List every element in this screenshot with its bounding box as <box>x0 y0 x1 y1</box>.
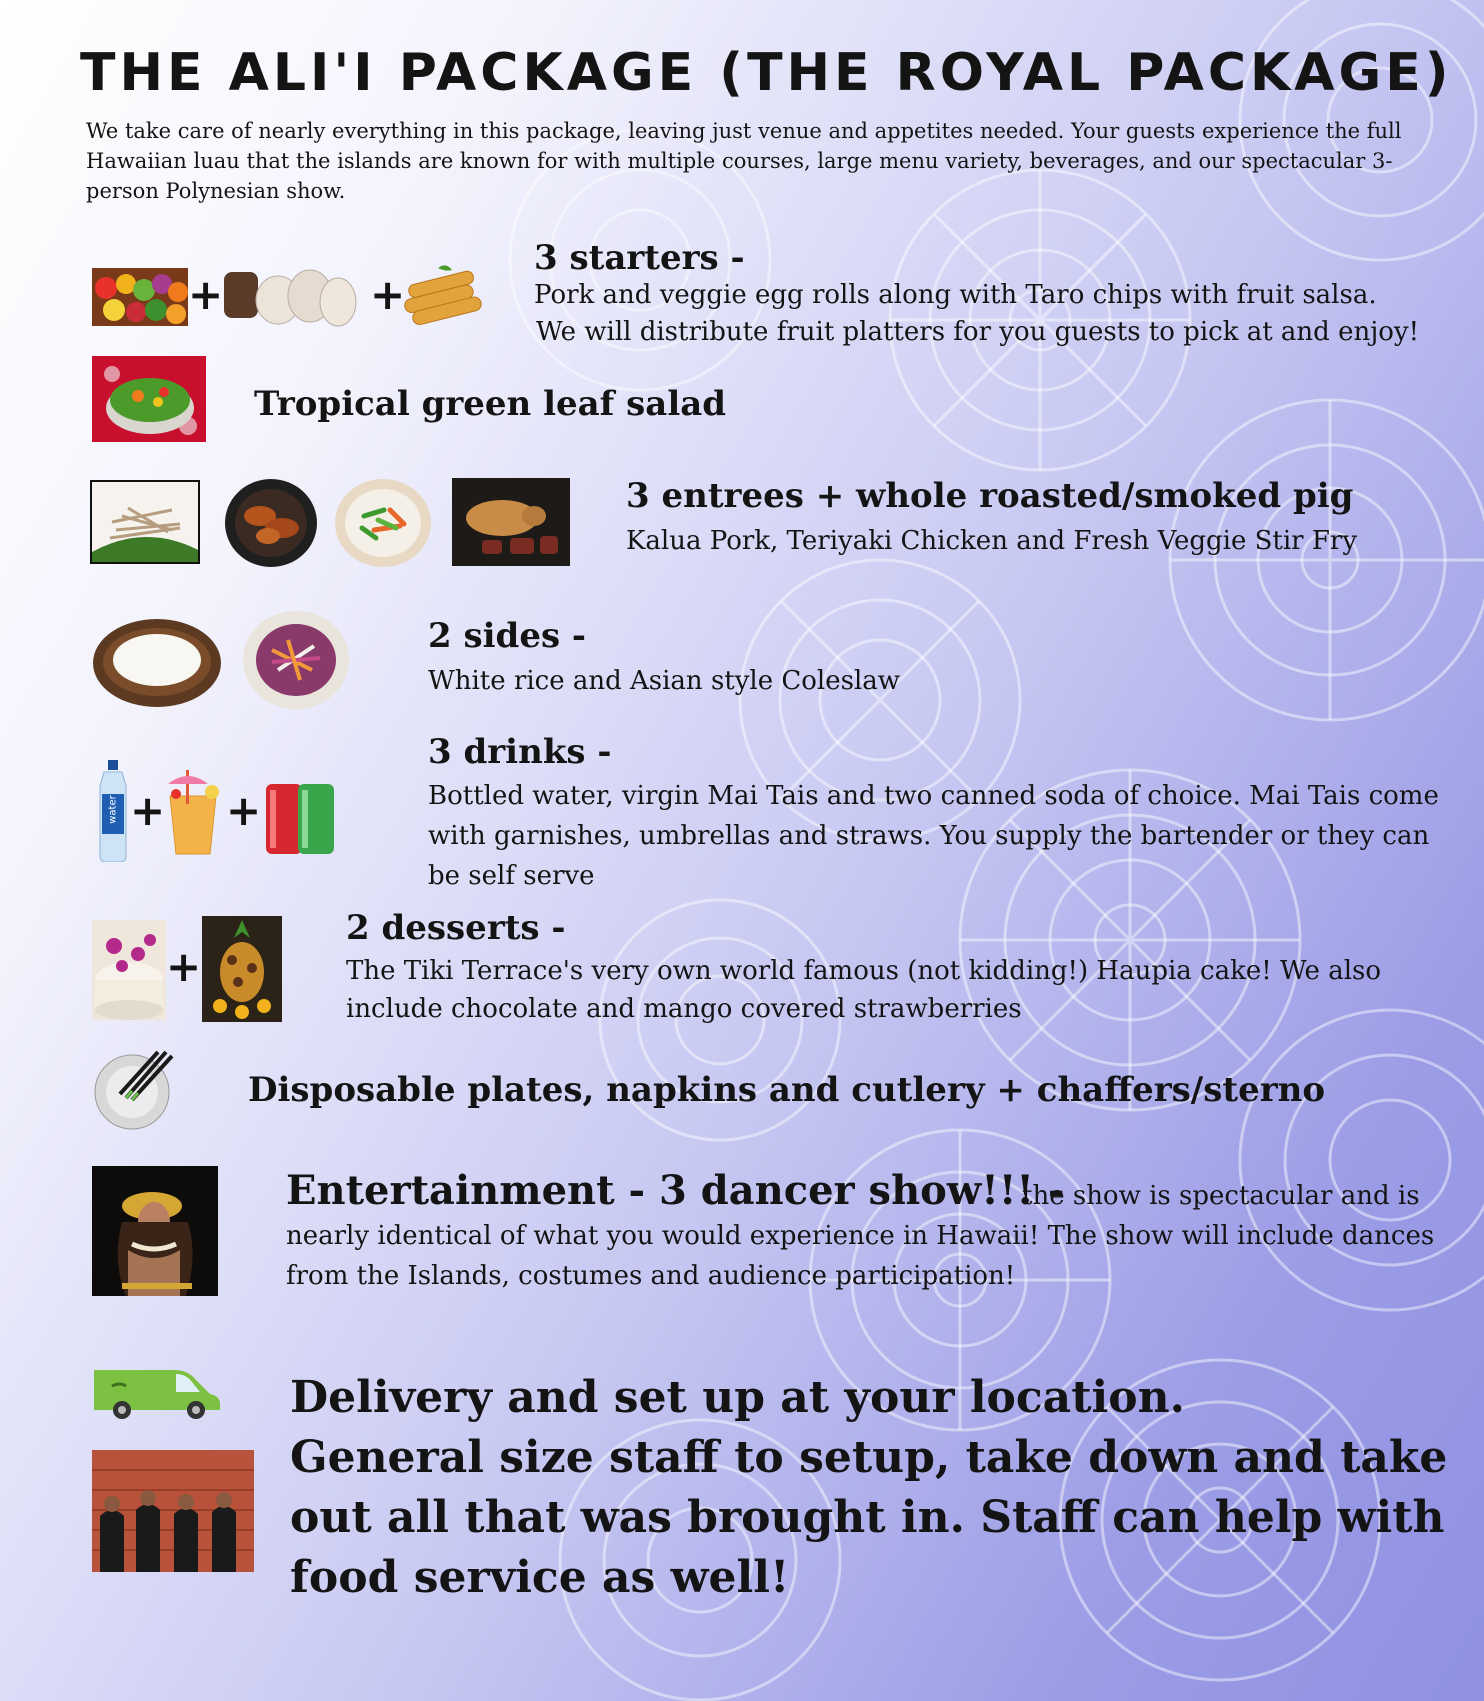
veggie-stir-fry-image <box>334 478 432 568</box>
fruit-platter-image <box>92 268 188 326</box>
coleslaw-image <box>242 610 350 710</box>
drinks-heading: 3 drinks - <box>428 732 612 772</box>
egg-rolls-image <box>398 262 490 328</box>
drinks-description: Bottled water, virgin Mai Tais and two canned soda of choice. Mai Tais come with garnishes, umbrellas and straws. You supply the bartender or they can be self serve <box>428 781 1439 891</box>
plates-heading: Disposable plates, napkins and cutlery + chaffers/sterno <box>248 1070 1326 1110</box>
plus-sign: + <box>166 942 202 991</box>
starters-line-1: Pork and veggie egg rolls along with Taro chips with fruit salsa. <box>534 280 1377 310</box>
plus-sign: + <box>370 270 406 319</box>
starters-line-2: We will distribute fruit platters for you guests to pick at and enjoy! <box>536 317 1420 347</box>
salad-image <box>92 356 206 442</box>
delivery-line-2: General size staff to setup, take down and take out all that was brought in. Staff can help with food service as well! <box>290 1432 1448 1603</box>
white-rice-image <box>92 618 222 708</box>
water-bottle-image <box>96 760 130 862</box>
staff-photo <box>92 1450 254 1572</box>
delivery-line-1: Delivery and set up at your location. <box>290 1372 1185 1423</box>
plates-cutlery-image <box>92 1046 178 1130</box>
entertainment-description: the show is spectacular and is nearly identical of what you would experience in Hawaii! The show will include dances from the Islands, costumes and audience participation! <box>286 1181 1435 1291</box>
delivery-van-icon <box>92 1360 222 1420</box>
entrees-heading: 3 entrees + whole roasted/smoked pig <box>626 476 1354 516</box>
teriyaki-chicken-image <box>224 478 318 568</box>
haupia-cake-image <box>92 920 166 1020</box>
sides-heading: 2 sides - <box>428 616 587 656</box>
plus-sign: + <box>130 786 166 835</box>
plus-sign: + <box>188 270 224 319</box>
water-bottle-label: water <box>107 795 119 824</box>
plus-sign: + <box>226 786 262 835</box>
sides-description: White rice and Asian style Coleslaw <box>428 666 901 696</box>
entertainment-title: Entertainment - 3 dancer show!!! - <box>286 1167 1065 1214</box>
roasted-pig-image <box>452 478 570 566</box>
intro-paragraph: We take care of nearly everything in this package, leaving just venue and appetites needed. Your guests experience the full Hawaiian luau that the islands are known for with multiple courses, large menu variety, beverages, and our spectacular 3-person Polynesian show. <box>86 119 1402 203</box>
salad-heading: Tropical green leaf salad <box>254 384 727 424</box>
entrees-description: Kalua Pork, Teriyaki Chicken and Fresh Veggie Stir Fry <box>626 526 1358 556</box>
soda-cans-image <box>264 780 336 856</box>
kalua-pork-image <box>90 480 200 564</box>
desserts-description: The Tiki Terrace's very own world famous (not kidding!) Haupia cake! We also include chocolate and mango covered strawberries <box>346 956 1382 1024</box>
dancer-photo <box>92 1166 218 1296</box>
page-title: THE ALI'I PACKAGE (THE ROYAL PACKAGE) <box>80 43 1453 103</box>
desserts-heading: 2 desserts - <box>346 908 566 948</box>
mai-tai-image <box>158 766 228 858</box>
taro-chips-image <box>222 262 358 330</box>
starters-heading: 3 starters - <box>534 238 745 278</box>
covered-strawberries-image <box>202 916 282 1022</box>
